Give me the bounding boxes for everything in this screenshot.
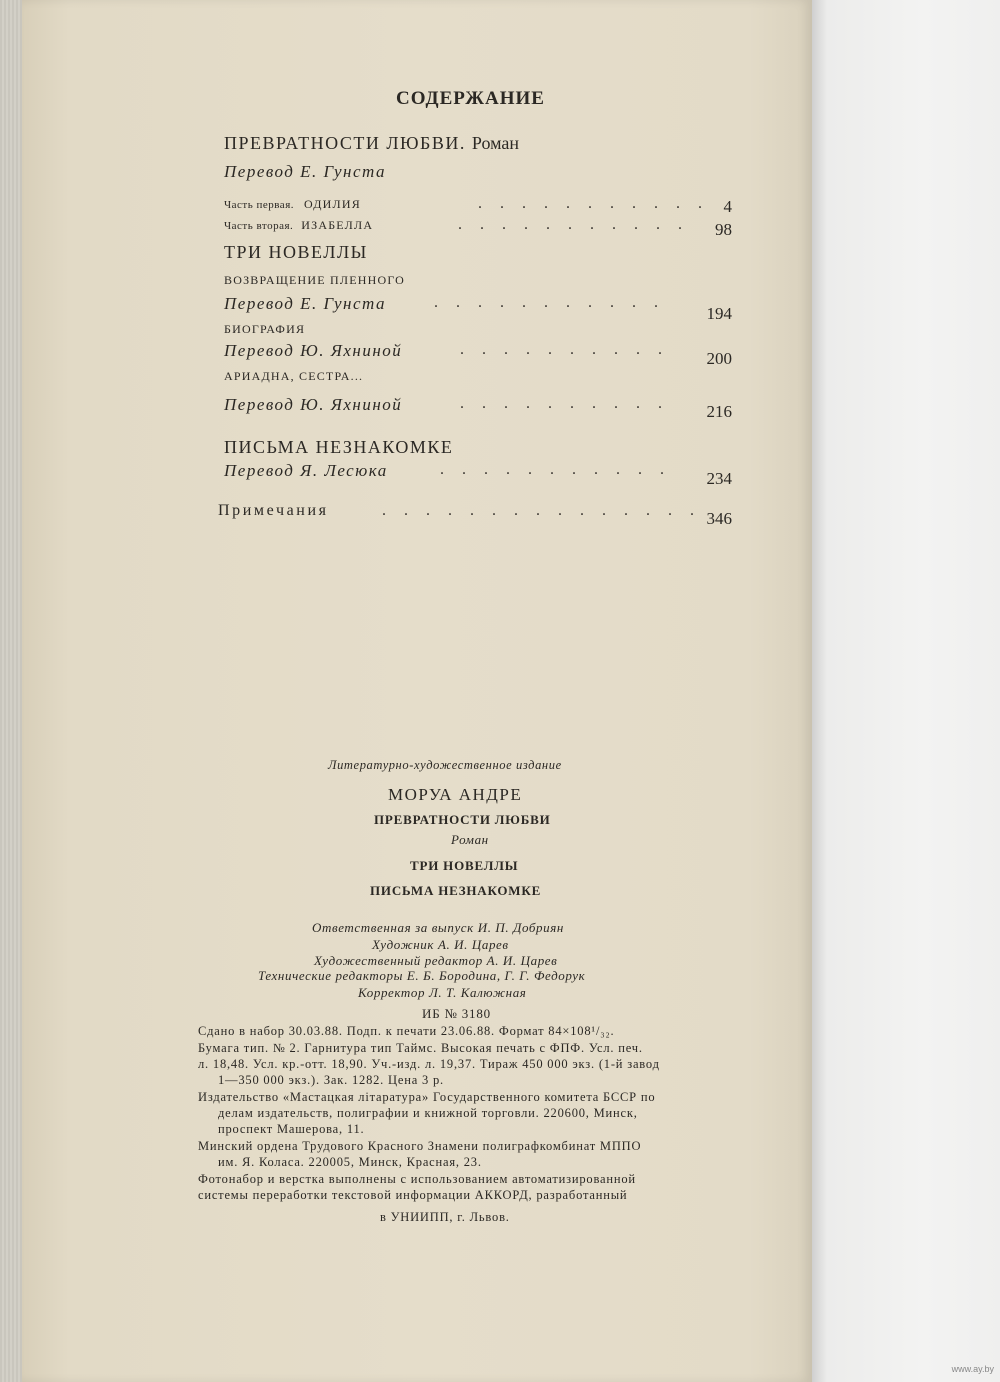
colophon-line: делам издательств, полиграфии и книжной торговли. 220600, Минск, — [218, 1106, 638, 1120]
credit-line: Ответственная за выпуск И. П. Добриян — [312, 920, 564, 935]
colophon-line: им. Я. Коласа. 220005, Минск, Красная, 23. — [218, 1155, 482, 1169]
credit-line: Художник А. И. Царев — [372, 937, 509, 952]
toc-entry — [22, 395, 732, 423]
novella-title: АРИАДНА, СЕСТРА... — [224, 369, 364, 383]
page-number: 98 — [715, 220, 732, 239]
page-number: 194 — [706, 304, 732, 323]
colophon-line: Издательство «Мастацкая лiтаратура» Государственного комитета БССР по — [198, 1090, 656, 1104]
book-title: ТРИ НОВЕЛЛЫ — [410, 858, 519, 873]
section-genre: Роман — [471, 133, 520, 153]
leader-dots: . . . . . . . . . . . — [434, 294, 665, 311]
novella-title: ВОЗВРАЩЕНИЕ ПЛЕННОГО — [224, 273, 406, 287]
book-title: ПИСЬМА НЕЗНАКОМКЕ — [370, 883, 542, 898]
page-number: 234 — [706, 469, 732, 488]
toc-heading: СОДЕРЖАНИЕ — [396, 88, 545, 109]
book-genre: Роман — [451, 832, 489, 847]
leader-dots: . . . . . . . . . . . — [478, 195, 709, 212]
toc-section-title: ПИСЬМА НЕЗНАКОМКЕ — [224, 437, 454, 457]
colophon-line: Бумага тип. № 2. Гарнитура тип Таймс. Высокая печать с ФПФ. Усл. печ. — [198, 1041, 643, 1055]
leader-dots: . . . . . . . . . . . — [458, 216, 689, 233]
page-number: 200 — [706, 349, 732, 368]
toc-section-title — [224, 133, 519, 154]
credit-line: Художественный редактор А. И. Царев — [314, 953, 558, 968]
section-title: ПРЕВРАТНОСТИ ЛЮБВИ. — [224, 133, 466, 153]
toc-entry — [22, 341, 732, 369]
colophon-line: в УНИИПП, г. Львов. — [380, 1210, 510, 1224]
colophon-line: Фотонабор и верстка выполнены с использованием автоматизированной — [198, 1172, 636, 1186]
toc-entry — [22, 216, 732, 244]
watermark: www.ay.by — [951, 1364, 994, 1374]
colophon-line: системы переработки текстовой информации АККОРД, разработанный — [198, 1188, 628, 1202]
colophon-line: л. 18,48. Усл. кр.-отт. 18,90. Уч.-изд. л. 19,37. Тираж 450 000 экз. (1-й завод — [198, 1057, 660, 1071]
credit-line: Технические редакторы Е. Б. Бородина, Г. Г. Федорук — [258, 968, 586, 983]
book-page — [22, 0, 812, 1382]
leader-dots: . . . . . . . . . . . . . . . — [382, 502, 701, 519]
notes-title: Примечания — [218, 502, 329, 519]
toc-section-title: ТРИ НОВЕЛЛЫ — [224, 242, 368, 262]
book-cover — [812, 0, 1000, 1382]
credit-line: Корректор Л. Т. Калюжная — [358, 985, 527, 1000]
part-title: ОДИЛИЯ — [304, 197, 361, 211]
toc-translator: Перевод Ю. Яхниной — [224, 341, 403, 360]
page-number: 346 — [706, 509, 732, 528]
colophon-line: 1—350 000 экз.). Зак. 1282. Цена 3 р. — [218, 1073, 444, 1087]
book-title: ПРЕВРАТНОСТИ ЛЮБВИ — [374, 812, 551, 827]
page-number: 4 — [723, 197, 732, 216]
toc-translator: Перевод Е. Гунста — [224, 294, 386, 313]
part-title: ИЗАБЕЛЛА — [301, 218, 374, 232]
novella-title: БИОГРАФИЯ — [224, 322, 306, 336]
toc-entry — [22, 461, 732, 489]
edition-type: Литературно-художественное издание — [328, 758, 562, 772]
colophon-line: проспект Машерова, 11. — [218, 1122, 365, 1136]
toc-translator: Перевод Ю. Яхниной — [224, 395, 403, 414]
leader-dots: . . . . . . . . . . . — [440, 461, 671, 478]
ib-number: ИБ № 3180 — [422, 1006, 491, 1021]
toc-entry-notes — [22, 502, 732, 530]
colophon-line: Сдано в набор 30.03.88. Подп. к печати 23.06.88. Формат 84×108¹/₃₂. — [198, 1024, 615, 1038]
leader-dots: . . . . . . . . . . — [460, 341, 669, 358]
part-label: Часть первая. — [224, 199, 294, 211]
toc-translator: Перевод Е. Гунста — [224, 162, 386, 181]
part-label: Часть вторая. — [224, 220, 294, 232]
toc-entry — [22, 294, 732, 322]
leader-dots: . . . . . . . . . . — [460, 395, 669, 412]
toc-translator: Перевод Я. Лесюка — [224, 461, 388, 480]
page-number: 216 — [706, 402, 732, 421]
colophon-line: Минский ордена Трудового Красного Знамени полиграфкомбинат МППО — [198, 1139, 642, 1153]
author-name: МОРУА АНДРЕ — [388, 785, 523, 804]
